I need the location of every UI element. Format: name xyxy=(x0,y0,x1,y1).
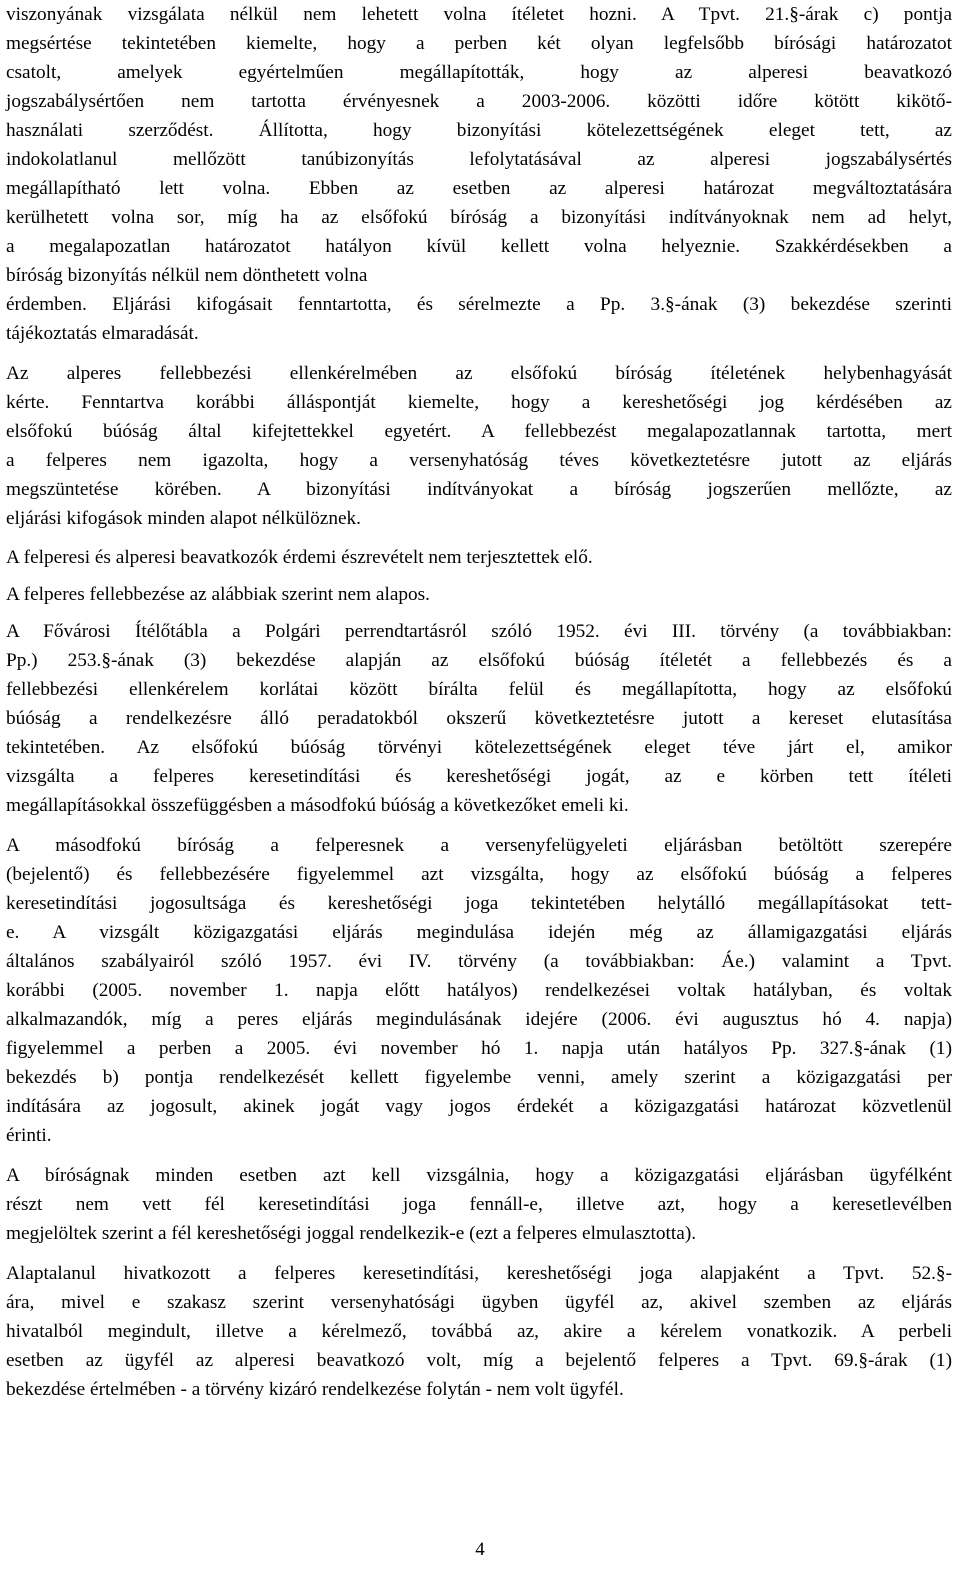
text-line: használati szerződést. Állította, hogy bizonyítási kötelezettségének eleget tett, az xyxy=(6,120,952,141)
text-line: A másodfokú bíróság a felperesnek a versenyfelügyeleti eljárásban betöltött szerepére xyxy=(6,835,952,856)
text-line: a felperes nem igazolta, hogy a versenyhatóság téves következtetésre jutott az eljárás xyxy=(6,450,952,471)
text-line: Az alperes fellebbezési ellenkérelmében az elsőfokú bíróság ítéletének helybenhagyását xyxy=(6,363,952,384)
text-line: tájékoztatás elmaradását. xyxy=(6,323,199,344)
text-line: eljárási kifogások minden alapot nélkülöznek. xyxy=(6,508,361,529)
text-line: keresetindítási jogosultsága és kereshetőségi joga tekintetében helytálló megállapításokat tett- xyxy=(6,893,952,914)
text-line: figyelemmel a perben a 2005. évi november hó 1. napja után hatályos Pp. 327.§-ának (1) xyxy=(6,1038,952,1059)
text-line: alkalmazandók, míg a peres eljárás megindulásának idejére (2006. évi augusztus hó 4. napja) xyxy=(6,1009,952,1030)
text-line: megállapítható lett volna. Ebben az esetben az alperesi határozat megváltoztatására xyxy=(6,178,952,199)
text-line: bekezdése értelmében - a törvény kizáró rendelkezése folytán - nem volt ügyfél. xyxy=(6,1379,624,1400)
paragraph xyxy=(6,580,952,609)
page-number: 4 xyxy=(475,1539,485,1560)
text-line: (bejelentő) és fellebbezésére figyelemmel azt vizsgálta, hogy az elsőfokú búóság a felperes xyxy=(6,864,952,885)
text-line: jogszabálysértően nem tartotta érvényesnek a 2003-2006. közötti időre kötött kikötő- xyxy=(6,91,952,112)
text-line: indítására az jogosult, akinek jogát vagy jogos érdekét a közigazgatási határozat közvetlenül xyxy=(6,1096,952,1117)
text-line: indokolatlanul mellőzött tanúbizonyítás lefolytatásával az alperesi jogszabálysértés xyxy=(6,149,952,170)
text-line: érdemben. Eljárási kifogásait fenntartotta, és sérelmezte a Pp. 3.§-ának (3) bekezdése szerinti xyxy=(6,294,952,315)
text-line: fellebbezési ellenkérelem korlátai között bírálta felül és megállapította, hogy az elsőfokú xyxy=(6,679,952,700)
text-line: megszüntetése körében. A bizonyítási indítványokat a bíróság jogszerűen mellőzte, az xyxy=(6,479,952,500)
text-line: kérte. Fenntartva korábbi álláspontját kiemelte, hogy a kereshetőségi jog kérdésében az xyxy=(6,392,952,413)
text-line: A bíróságnak minden esetben azt kell vizsgálnia, hogy a közigazgatási eljárásban ügyfélként xyxy=(6,1165,952,1186)
text-line: megállapításokkal összefüggésben a másodfokú búóság a következőket emeli ki. xyxy=(6,795,629,816)
text-line: tekintetében. Az elsőfokú búóság törvényi kötelezettségének eleget téve járt el, amikor xyxy=(6,737,952,758)
paragraph xyxy=(6,1161,952,1248)
paragraph xyxy=(6,617,952,820)
text-line: általános szabályairól szóló 1957. évi IV. törvény (a továbbiakban: Áe.) valamint a Tpvt. xyxy=(6,951,952,972)
text-line: részt nem vett fél keresetindítási joga fennáll-e, illetve azt, hogy a keresetlevélben xyxy=(6,1194,952,1215)
text-line: hivatalból megindult, illetve a kérelmező, továbbá az, akire a kérelem vonatkozik. A perbeli xyxy=(6,1321,952,1342)
text-line: megsértése tekintetében kiemelte, hogy a perben két olyan legfelsőbb bírósági határozatot xyxy=(6,33,952,54)
text-line: korábbi (2005. november 1. napja előtt hatályos) rendelkezései voltak hatályban, és voltak xyxy=(6,980,952,1001)
paragraph xyxy=(6,1259,952,1404)
text-line: elsőfokú búóság által kifejtettekkel egyetért. A fellebbezést megalapozatlannak tartotta, mert xyxy=(6,421,952,442)
text-line: megjelöltek szerint a fél kereshetőségi joggal rendelkezik-e (ezt a felperes elmulasztotta). xyxy=(6,1223,697,1244)
paragraph xyxy=(6,543,952,572)
text-line: Pp.) 253.§-ának (3) bekezdése alapján az elsőfokú búóság ítéletét a fellebbezés és a xyxy=(6,650,952,671)
text-line: A Fővárosi Ítélőtábla a Polgári perrendtartásról szóló 1952. évi III. törvény (a továbbiakban: xyxy=(6,621,952,642)
paragraph xyxy=(6,0,952,348)
text-line: érinti. xyxy=(6,1125,52,1146)
text-line: a megalapozatlan határozatot hatályon kívül kellett volna helyeznie. Szakkérdésekben a xyxy=(6,236,952,257)
text-line: csatolt, amelyek egyértelműen megállapították, hogy az alperesi beavatkozó xyxy=(6,62,952,83)
text-line: A felperes fellebbezése az alábbiak szerint nem alapos. xyxy=(6,584,430,605)
text-line: bíróság bizonyítás nélkül nem dönthetett volna xyxy=(6,265,368,286)
text-line: esetben az ügyfél az alperesi beavatkozó volt, míg a bejelentő felperes a Tpvt. 69.§-árak (1) xyxy=(6,1350,952,1371)
text-line: búóság a rendelkezésre álló peradatokból okszerű következtetésre jutott a kereset elutasítása xyxy=(6,708,952,729)
text-line: vizsgálta a felperes keresetindítási és kereshetőségi jogát, az e körben tett ítéleti xyxy=(6,766,952,787)
text-line: A felperesi és alperesi beavatkozók érdemi észrevételt nem terjesztettek elő. xyxy=(6,547,593,568)
text-line: bekezdés b) pontja rendelkezését kellett figyelembe venni, amely szerint a közigazgatási per xyxy=(6,1067,952,1088)
text-line: e. A vizsgált közigazgatási eljárás megindulása idején még az államigazgatási eljárás xyxy=(6,922,952,943)
text-line: viszonyának vizsgálata nélkül nem lehetett volna ítéletet hozni. A Tpvt. 21.§-árak c) pontja xyxy=(6,4,952,25)
paragraph xyxy=(6,831,952,1150)
paragraph xyxy=(6,359,952,533)
text-line: ára, mivel e szakasz szerint versenyhatósági ügyben ügyfél az, akivel szemben az eljárás xyxy=(6,1292,952,1313)
text-line: kerülhetett volna sor, míg ha az elsőfokú bíróság a bizonyítási indítványoknak nem ad helyt, xyxy=(6,207,952,228)
text-line: Alaptalanul hivatkozott a felperes keresetindítási, kereshetőségi joga alapjaként a Tpvt. 52.§- xyxy=(6,1263,952,1284)
document-body xyxy=(6,0,952,1404)
